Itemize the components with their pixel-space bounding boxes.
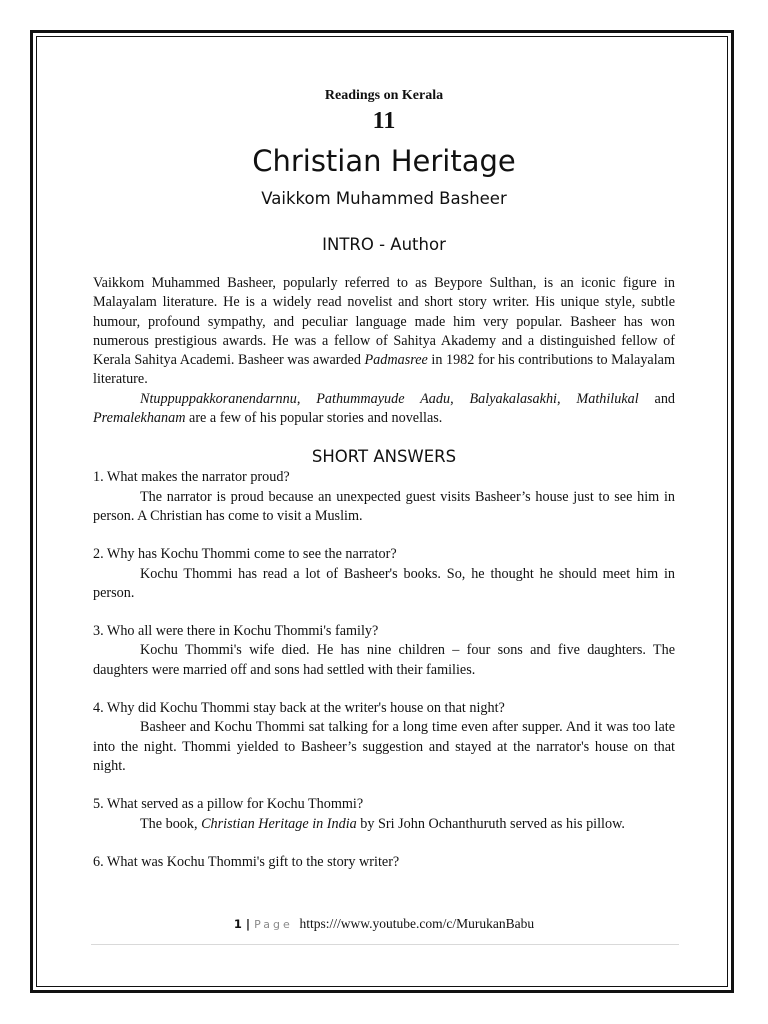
works-tail: are a few of his popular stories and novellas. bbox=[185, 410, 443, 427]
page-number: 1 bbox=[233, 917, 242, 931]
footer-url[interactable]: https:///www.youtube.com/c/MurukanBabu bbox=[299, 916, 535, 931]
question: 1. What makes the narrator proud? bbox=[93, 469, 290, 486]
qa-list bbox=[93, 468, 675, 872]
qa-item bbox=[93, 545, 675, 603]
question: 3. Who all were there in Kochu Thommi's family? bbox=[93, 623, 379, 640]
qa-item bbox=[93, 699, 675, 776]
short-answers-heading: SHORT ANSWERS bbox=[311, 447, 457, 467]
qa-item bbox=[93, 468, 675, 526]
question: 6. What was Kochu Thommi's gift to the story writer? bbox=[93, 853, 400, 870]
separator: , bbox=[296, 390, 317, 407]
question: 4. Why did Kochu Thommi stay back at the writer's house on that night? bbox=[93, 700, 505, 717]
separator: and bbox=[638, 390, 676, 407]
answer: Basheer and Kochu Thommi sat talking for a long time even after supper. And it was too late into the night. Thommi yielded to Basheer’s suggestion and stayed at the narrator's house on that night. bbox=[93, 719, 675, 774]
work-title: Pathummayude Aadu bbox=[316, 390, 451, 407]
answer: The narrator is proud because an unexpected guest visits Basheer’s house just to see him in person. A Christian has come to visit a Muslim. bbox=[93, 488, 675, 524]
intro-heading: INTRO - Author bbox=[322, 235, 446, 254]
work-title: Mathilukal bbox=[576, 390, 639, 407]
work-title: Balyakalasakhi bbox=[469, 390, 557, 407]
question: 2. Why has Kochu Thommi come to see the narrator? bbox=[93, 546, 397, 563]
page-label: Page bbox=[254, 918, 293, 931]
answer: Kochu Thommi has read a lot of Basheer's books. So, he thought he should meet him in person. bbox=[93, 565, 675, 601]
qa-item bbox=[93, 795, 675, 834]
intro-paragraph bbox=[93, 274, 675, 390]
series-title: Readings on Kerala bbox=[324, 88, 444, 103]
chapter-number: 11 bbox=[372, 108, 396, 134]
page-footer bbox=[93, 914, 675, 935]
answer: Kochu Thommi's wife died. He has nine children – four sons and five daughters. The daughters were married off and sons had settled with their families. bbox=[93, 642, 675, 678]
intro-text-a: Vaikkom Muhammed Basheer, popularly referred to as Beypore Sulthan, is an iconic figure in Malayalam literature. He is a widely read novelist and short story writer. His unique style, subtle humour, profound sympathy, and peculiar language made him very popular. Basheer has won numerous prestigious awards. He was a fellow of Sahitya Akademy and a distinguished fellow of Kerala Sahitya Academi. Basheer was awarded bbox=[93, 275, 675, 369]
document-body bbox=[93, 86, 675, 872]
qa-item bbox=[93, 622, 675, 680]
chapter-title: Christian Heritage bbox=[252, 144, 516, 178]
answer bbox=[93, 815, 675, 834]
work-title: Premalekhanam bbox=[93, 410, 186, 427]
answer-text-a: The book, bbox=[140, 815, 202, 832]
book-title: Christian Heritage in India bbox=[201, 815, 357, 832]
answer-text-b: by Sri John Ochanthuruth served as his pillow. bbox=[356, 815, 625, 832]
separator: , bbox=[450, 390, 470, 407]
question: 5. What served as a pillow for Kochu Thommi? bbox=[93, 796, 364, 813]
footer-rule bbox=[91, 944, 679, 945]
chapter-author: Vaikkom Muhammed Basheer bbox=[261, 189, 507, 208]
intro-text-b: in 1982 for his contributions to Malayalam literature. bbox=[93, 352, 675, 388]
qa-item bbox=[93, 853, 675, 872]
works-paragraph bbox=[93, 390, 675, 429]
page-separator: | bbox=[241, 917, 255, 931]
award-name: Padmasree bbox=[364, 352, 428, 369]
separator: , bbox=[556, 390, 577, 407]
work-title: Ntuppuppakkoranendarnnu bbox=[140, 390, 297, 407]
